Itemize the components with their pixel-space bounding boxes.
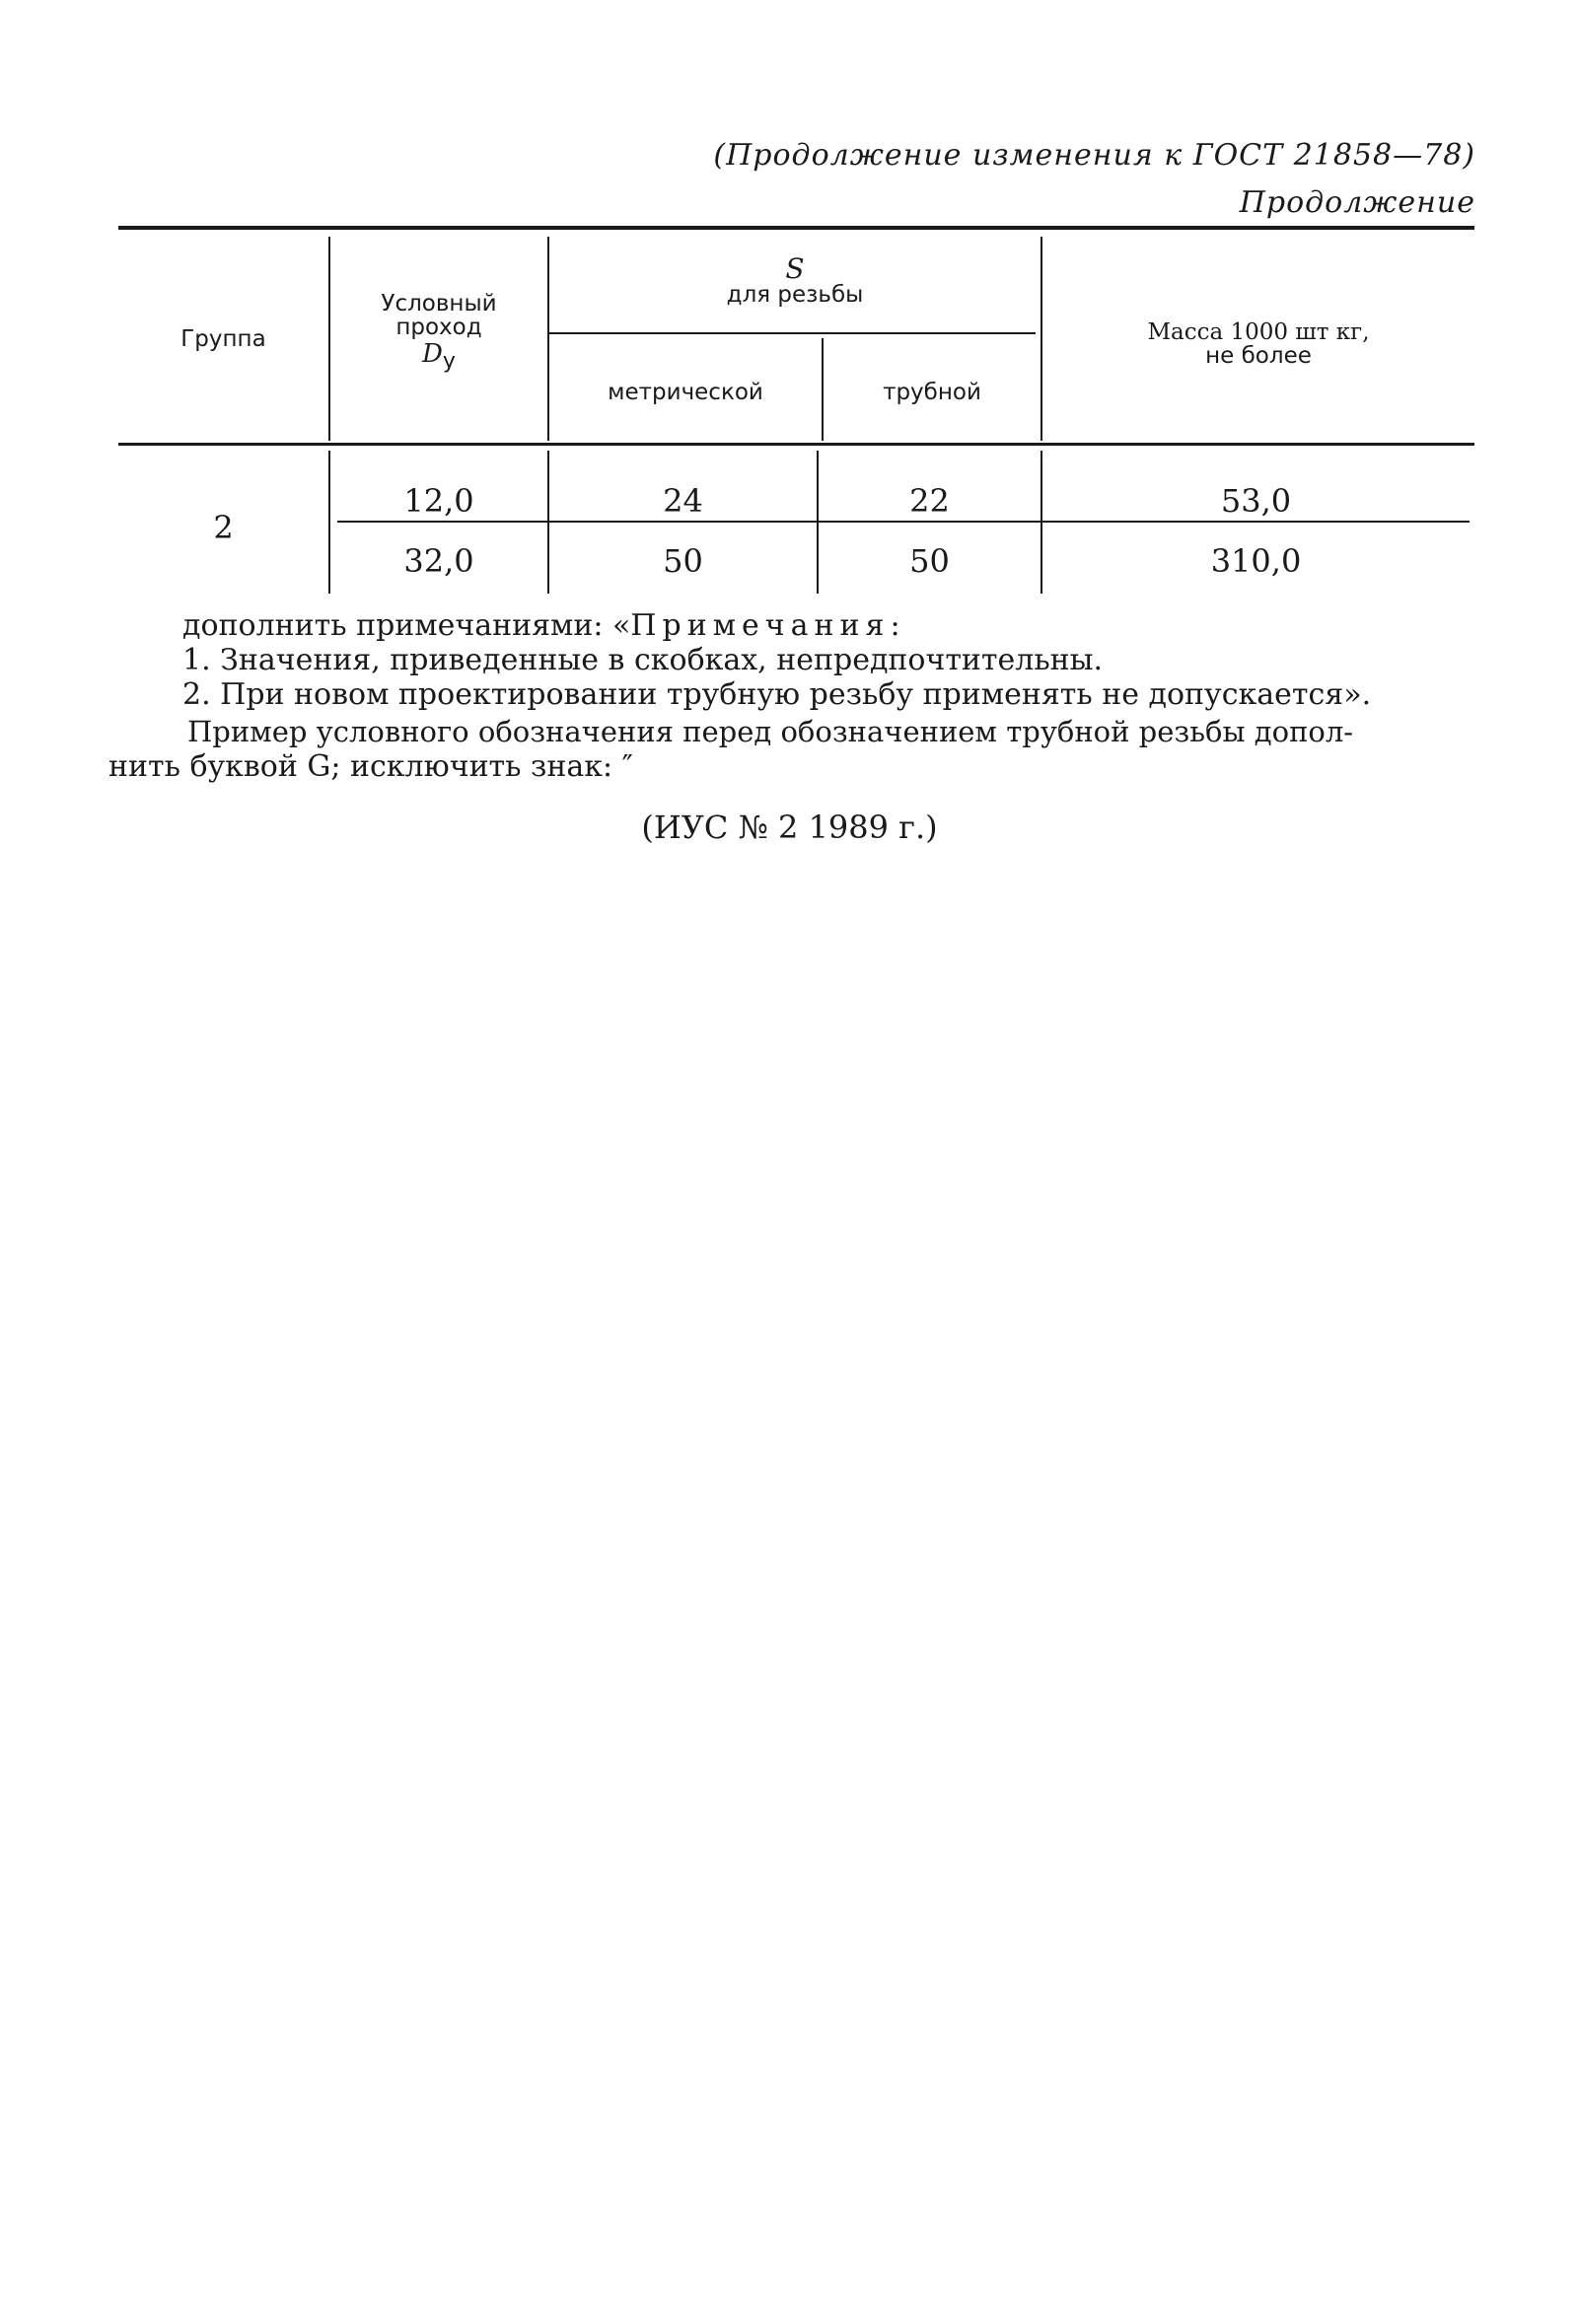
cell-mass: 310,0 [1210, 542, 1302, 580]
amendment-header: (Продолжение изменения к ГОСТ 21858—78) [713, 138, 1475, 173]
header-dy-symbol: $D_у$ [422, 339, 456, 375]
header-mass [1042, 320, 1474, 368]
header-mass-line2: не более [1205, 343, 1312, 370]
cell-metric: 50 [663, 542, 703, 580]
header-metric: метрической [608, 380, 763, 405]
note-2: 2. При новом проектировании трубную резьбу применять не допускается». [182, 677, 1372, 712]
cell-metric: 24 [663, 482, 703, 520]
header-nominal-bore [330, 292, 547, 374]
header-bottom-rule [118, 443, 1474, 446]
header-nominal-bore-line1: Условный [381, 291, 497, 317]
header-nominal-bore-line2: проход [395, 315, 482, 341]
paragraph-line-1: Пример условного обозначения перед обозначением трубной резьбы допол- [187, 715, 1354, 748]
cell-group: 2 [213, 509, 234, 546]
notes-intro: дополнить примечаниями: «Примечания: [182, 608, 900, 643]
cell-dy: 32,0 [403, 542, 474, 580]
table-top-rule [118, 226, 1474, 230]
header-s-group [549, 254, 1041, 308]
row-divider-rule [337, 521, 1470, 523]
cell-pipe: 50 [909, 542, 950, 580]
cell-pipe: 22 [909, 482, 950, 520]
header-mass-line1: Масса 1000 шт кг, [1147, 319, 1370, 345]
note-1: 1. Значения, приведенные в скобках, непредпочтительны. [182, 643, 1104, 677]
header-group: Группа [180, 326, 266, 352]
subheader-rule [547, 332, 1036, 334]
header-s-caption: для резьбы [726, 282, 864, 309]
ius-reference: (ИУС № 2 1989 г.) [641, 809, 938, 846]
header-s-symbol: S [785, 252, 805, 285]
cell-dy: 12,0 [403, 482, 474, 520]
header-pipe: трубной [883, 380, 981, 405]
paragraph-line-2: нить буквой G; исключить знак: ″ [108, 749, 633, 784]
cell-mass: 53,0 [1220, 482, 1292, 520]
continuation-label: Продолжение [1239, 185, 1475, 220]
